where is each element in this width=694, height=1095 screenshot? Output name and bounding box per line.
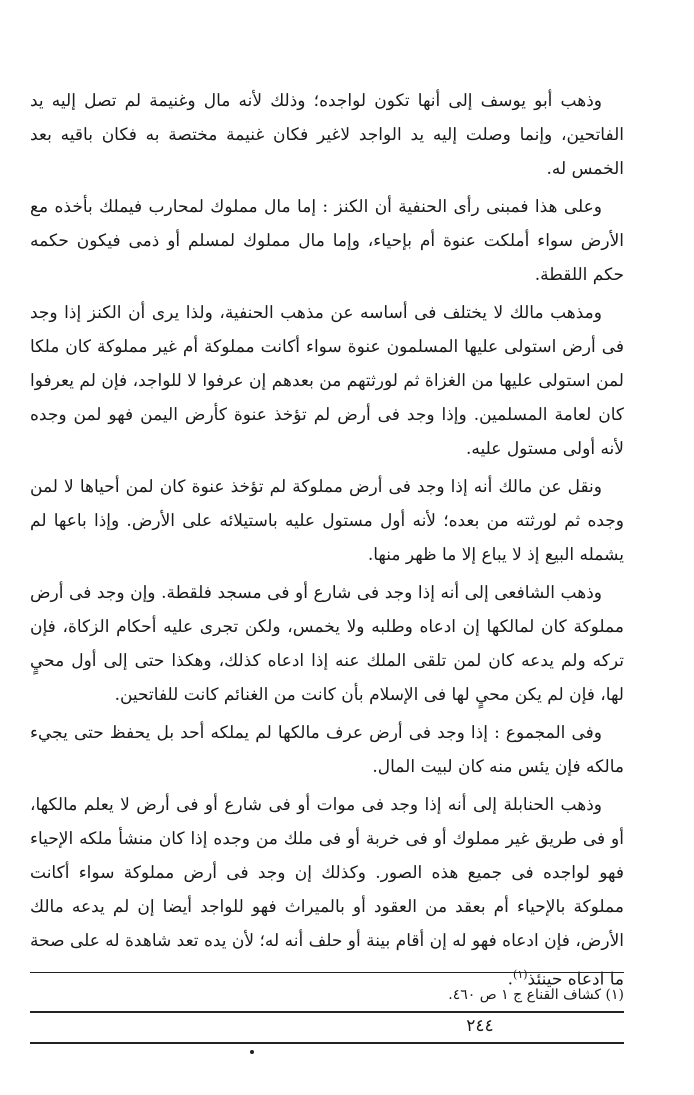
footnote: (١) كشاف القناع ج ١ ص ٤٦٠.: [448, 987, 624, 1003]
page-number: ٢٤٤: [466, 1016, 494, 1036]
page-footer-bottom-rule: [30, 1042, 624, 1044]
page-footer-top-rule: [30, 1011, 624, 1013]
paragraph-7-text: وذهب الحنابلة إلى أنه إذا وجد فى موات أو فى شارع أو فى أرض لا يعلم مالكها، أو فى طريق غير مملوك أو فى خربة أو فى ملك من وجده إذا كان منشأ ملكه الإحياء فهو لواجده فى جميع هذه الصور. وكذلك إن وجد فى أرض مملوكة سواء أكانت مملوكة بالإحياء أم بعقد من العقود أو بالميراث فهو للواجد أيضا إن لم يدعه مالك الأرض، فإن ادعاه فهو له إن أقام بينة أو حلف أنه له؛ لأن يده تعد شاهدة له على صحة ما ادعاه حينئذ: [30, 795, 624, 990]
paragraph-4: ونقل عن مالك أنه إذا وجد فى أرض مملوكة لم تؤخذ عنوة كان لمن أحياها لا لمن وجده ثم لورثته من بعده؛ لأنه أول مستول عليه باستيلائه على الأرض. وإذا باعها لم يشمله البيع إذ لا يباع إلا ما ظهر منها.: [30, 477, 624, 565]
footnote-divider: [30, 972, 624, 973]
paragraph-6: وفى المجموع : إذا وجد فى أرض عرف مالكها لم يملكه أحد بل يحفظ حتى يجيء مالكه فإن يئس منه كان لبيت المال.: [30, 723, 624, 777]
paragraph-1: وذهب أبو يوسف إلى أنها تكون لواجده؛ وذلك لأنه مال وغنيمة لم تصل إليه يد الفاتحين، وإنما وصلت إليه يد الواجد لاغير فكان غنيمة مختصة به فكان باقيه بعد الخمس له.: [30, 91, 624, 179]
paragraph-3: ومذهب مالك لا يختلف فى أساسه عن مذهب الحنفية، ولذا يرى أن الكنز إذا وجد فى أرض استولى عليها المسلمون عنوة سواء أكانت مملوكة أم غير مملوكة كان ملكا لمن استولى عليها من الغزاة ثم لورثتهم من بعدهم إن عرفوا لا للواجد، فإن لم يعرفوا كان لعامة المسلمين. وإذا وجد فى أرض لم تؤخذ عنوة كأرض اليمن فهو لمن وجده لأنه أولى مستول عليه.: [30, 303, 624, 459]
paragraph-7: وذهب الحنابلة إلى أنه إذا وجد فى موات أو فى شارع أو فى أرض لا يعلم مالكها، أو فى طريق غير مملوك أو فى خربة أو فى ملك من وجده إذا كان منشأ ملكه الإحياء فهو لواجده فى جميع هذه الصور. وكذلك إن وجد فى أرض مملوكة سواء أكانت مملوكة بالإحياء أم بعقد من العقود أو بالميراث فهو للواجد أيضا إن لم يدعه مالك الأرض، فإن ادعاه فهو له إن أقام بينة أو حلف أنه له؛ لأن يده تعد شاهدة له على صحة ما ادعاه حينئذ$^{(١)}$.: [30, 795, 624, 990]
footnote-marker: (١): [513, 968, 528, 981]
paragraph-2: وعلى هذا فمبنى رأى الحنفية أن الكنز : إما مال مملوك لمحارب فيملك بأخذه مع الأرض سواء أملكت عنوة أم بإحياء، وإما مال مملوك لمسلم أو ذمى فيكون حكمه حكم اللقطة.: [30, 197, 624, 285]
paragraph-5: وذهب الشافعى إلى أنه إذا وجد فى شارع أو فى مسجد فلقطة. وإن وجد فى أرض مملوكة كان لمالكها إن ادعاه وطلبه ولا يخمس، ولكن تجرى عليه أحكام الزكاة، فإن تركه ولم يدعه كان لمن تلقى الملك عنه إذا ادعاه كذلك، وهكذا حتى إلى أول محيٍ لها، فإن لم يكن محيٍ لها فى الإسلام بأن كانت من الغنائم كانت للفاتحين.: [30, 583, 624, 705]
print-dot: [250, 1050, 254, 1054]
main-text: [30, 84, 624, 1001]
